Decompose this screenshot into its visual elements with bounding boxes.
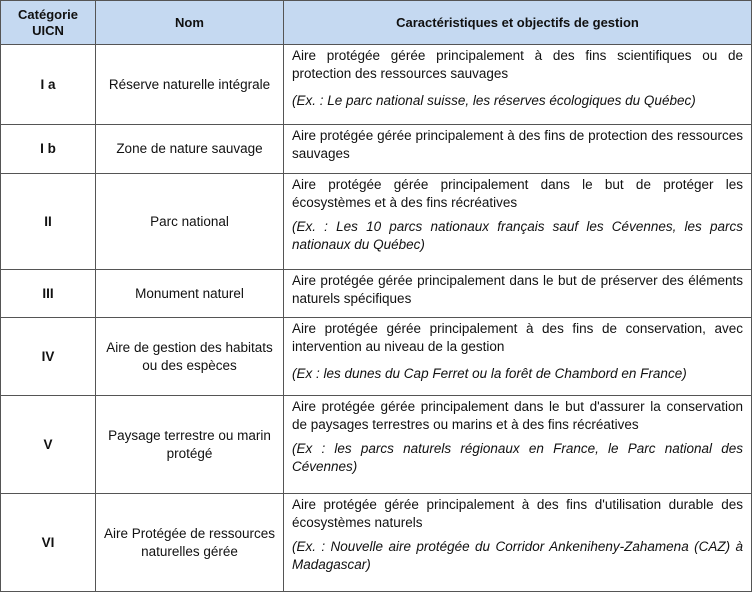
cell-categorie: VI	[1, 494, 96, 592]
cell-categorie: V	[1, 396, 96, 494]
description-text: Aire protégée gérée principalement à des fins de conservation, avec intervention au niveau de la gestion	[292, 321, 743, 354]
cell-description	[284, 270, 752, 318]
table-row	[1, 125, 752, 174]
cell-description	[284, 396, 752, 494]
cell-nom: Aire de gestion des habitats ou des espèces	[96, 318, 284, 396]
header-row	[1, 1, 752, 45]
cell-nom: Monument naturel	[96, 270, 284, 318]
table-row	[1, 318, 752, 396]
description-text: Aire protégée gérée principalement dans le but de protéger les écosystèmes et à des fins récréatives	[292, 177, 743, 210]
table-row	[1, 396, 752, 494]
description-text: Aire protégée gérée principalement dans le but de préserver des éléments naturels spécifiques	[292, 273, 743, 306]
description-text: Aire protégée gérée principalement à des fins de protection des ressources sauvages	[292, 128, 743, 161]
description-text: Aire protégée gérée principalement à des fins d'utilisation durable des écosystèmes naturels	[292, 497, 743, 530]
cell-categorie: I a	[1, 45, 96, 125]
header-categorie: Catégorie UICN	[1, 1, 96, 45]
cell-categorie: III	[1, 270, 96, 318]
example-text: (Ex. : Le parc national suisse, les réserves écologiques du Québec)	[292, 93, 696, 108]
cell-description	[284, 318, 752, 396]
cell-description	[284, 494, 752, 592]
cell-nom: Paysage terrestre ou marin protégé	[96, 396, 284, 494]
example-text: (Ex. : Les 10 parcs nationaux français sauf les Cévennes, les parcs nationaux du Québec)	[292, 219, 743, 252]
header-nom: Nom	[96, 1, 284, 45]
description-text: Aire protégée gérée principalement dans le but d'assurer la conservation de paysages terrestres ou marins et à des fins récréatives	[292, 399, 743, 432]
cell-description	[284, 45, 752, 125]
example-text: (Ex : les parcs naturels régionaux en France, le Parc national des Cévennes)	[292, 441, 743, 474]
cell-categorie: II	[1, 174, 96, 270]
example-text: (Ex. : Nouvelle aire protégée du Corridor Ankeniheny-Zahamena (CAZ) à Madagascar)	[292, 539, 743, 572]
table-row	[1, 494, 752, 592]
cell-nom: Aire Protégée de ressources naturelles gérée	[96, 494, 284, 592]
table-row	[1, 270, 752, 318]
cell-categorie: IV	[1, 318, 96, 396]
cell-description	[284, 125, 752, 174]
header-caracteristiques: Caractéristiques et objectifs de gestion	[284, 1, 752, 45]
cell-description	[284, 174, 752, 270]
cell-nom: Parc national	[96, 174, 284, 270]
example-text: (Ex : les dunes du Cap Ferret ou la forêt de Chambord en France)	[292, 366, 687, 381]
table-row	[1, 174, 752, 270]
description-text: Aire protégée gérée principalement à des fins scientifiques ou de protection des ressources sauvages	[292, 48, 743, 81]
cell-nom: Zone de nature sauvage	[96, 125, 284, 174]
cell-categorie: I b	[1, 125, 96, 174]
cell-nom: Réserve naturelle intégrale	[96, 45, 284, 125]
table-row	[1, 45, 752, 125]
